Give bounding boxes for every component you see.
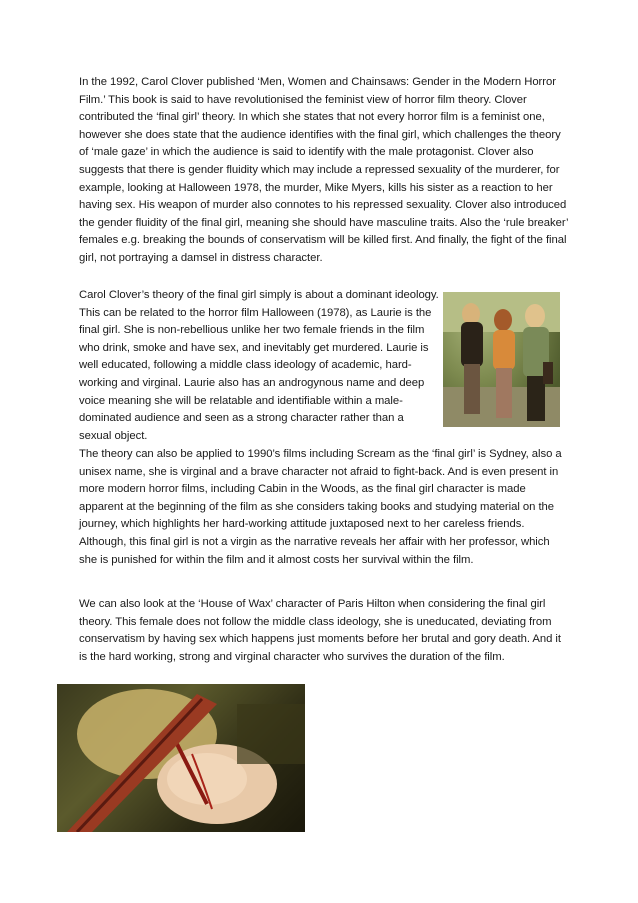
paragraph-intro: In the 1992, Carol Clover published ‘Men, Women and Chainsaws: Gender in the Modern Horror Film.’ This book is said to have revolutionised the feminist view of horror film theory. Clover contributed the ‘final girl’ theory. In which she states that not every horror film is a feminist one, however she does state that the audience identifies with the final girl, which challenges the theory of ‘male gaze’ in which the audience is said to identify with the male protagonist. Clover also suggests that there is gender fluidity which may include a repressed sexuality of the murderer, for example, looking at Halloween 1978, the murder, Mike Myers, kills his sister as a reaction to her having sex. His weapon of murder also connotes to his repressed sexuality. Clover also introduced the gender fluidity of the final girl, meaning she should have masculine traits. Also the ‘rule breaker’ females e.g. breaking the bounds of conservatism will be killed first. And finally, the fight of the final girl, not portraying a damsel in distress character. xyxy=(79,76,569,264)
paragraph-modern-films: The theory can also be applied to 1990’s films including Scream as the ‘final girl’ is Sydney, also a unisex name, she is virginal and a brave character not afraid to fight-back. And is even present in more modern horror films, including Cabin in the Woods, as the final girl character is made apparent at the beginning of the film as she considers taking books and studying material on the journey, which highlights her hard-working attitude juxtaposed next to her careless friends. Although, this final girl is not a virgin as the narrative reveals her affair with her professor, which she is punished for within the film and it almost costs her survival within the film. xyxy=(79,448,562,566)
paragraph-house-of-wax: We can also look at the ‘House of Wax’ character of Paris Hilton when considering the final girl theory. This female does not follow the middle class ideology, she is uneducated, deviating from conservatism by having sex which happens just moments before her brutal and gory death. And it is the hard working, strong and virginal character who survives the duration of the film. xyxy=(79,598,561,663)
halloween-still-image xyxy=(443,292,560,427)
paragraph-final-girl: Carol Clover’s theory of the final girl simply is about a dominant ideology. This can be related to the horror film Halloween (1978), as Laurie is the final girl. She is non-rebellious unlike her two female friends in the film who drink, smoke and have sex, and inevitably get murdered. Laurie is well educated, following a middle class ideology of academic, hard-working and virginal. Laurie also has an androgynous name and deep voice meaning she will be relatable and identifiable within a male- dominated audience and seen as a strong character rather than a sexual object. xyxy=(79,289,439,442)
house-of-wax-still-image xyxy=(57,684,305,832)
